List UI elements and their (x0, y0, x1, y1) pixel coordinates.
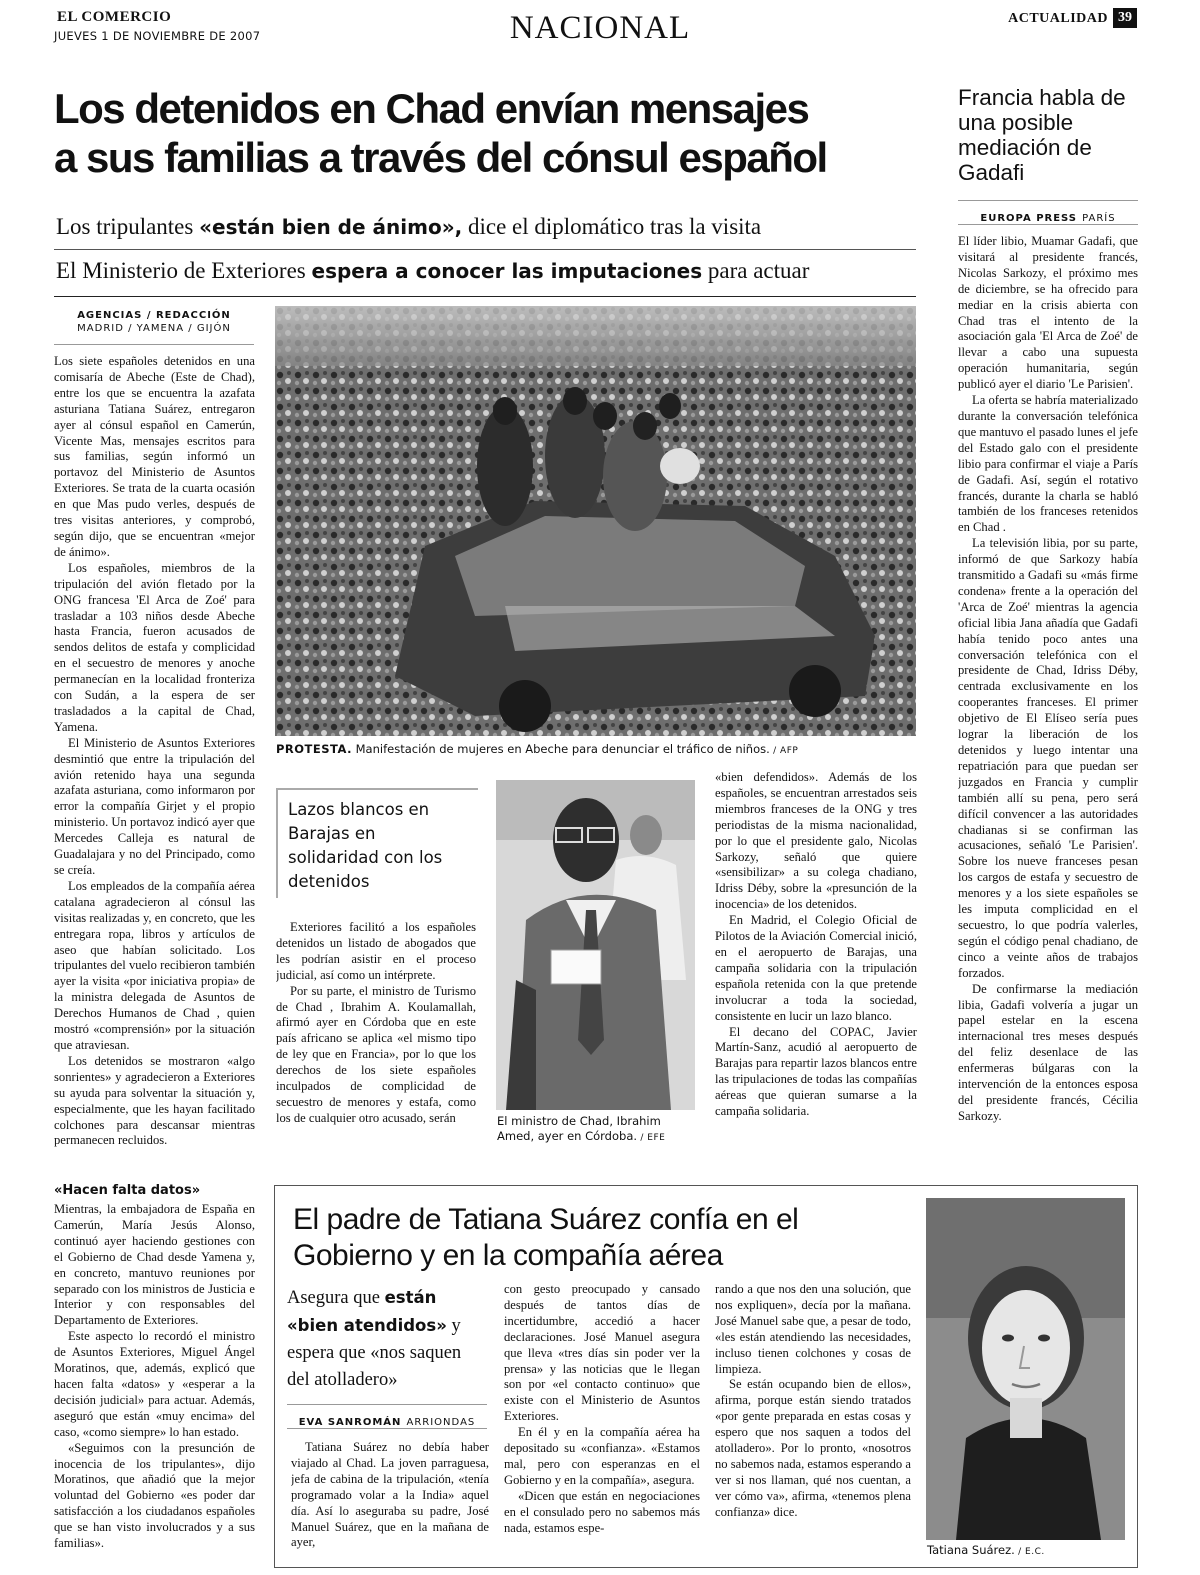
paragraph: Mientras, la embajadora de España en Camerún, María Jesús Alonso, continuó ayer haciendo gestiones con el Gobierno de Chad desde Yamena y, en concreto, mantuvo reuniones por separado con los ministros de Justicia e Interior y con responsables del Departamento de Exteriores. (54, 1202, 255, 1328)
paragraph: Por su parte, el ministro de Turismo de Chad , Ibrahim A. Koulamallah, afirmó ayer en Córdoba que en este país africano se aplica «el mismo tipo de ley que en Francia», por lo que los derechos de los siete españoles inculpados de complicidad de secuestro de menores y estafa, como los de cualquier otro acusado, serán (276, 983, 476, 1125)
deck-rule-bottom (54, 296, 916, 297)
paragraph: rando a que nos den una solución, que nos expliquen», decía por la mañana. José Manuel sabe que, a pesar de todo, «les están atendiendo las necesidades, incluso tienen colchones y cosas de limpieza. (715, 1282, 911, 1376)
photo-credit: / AFP (769, 746, 799, 756)
side-rule-top (958, 200, 1138, 201)
paragraph: Los empleados de la compañía aérea catalana agradecieron al cónsul las visitas realizadas y, en concreto, que les entregara ropa, libros y artículos de aseo que habían solicitado. Los tripulantes del vuelo recibieron también ayer la visita «por iniciativa propia» de la ministra delegada de Asuntos de Derechos Humanos de Chad , quien mostró «comprensión» por la situación que atraviesan. (54, 878, 255, 1052)
father-byline (287, 1410, 487, 1429)
byline-place: PARÍS (1082, 213, 1116, 224)
minister-photo (496, 780, 695, 1110)
protest-photo-image (275, 306, 916, 736)
paragraph: El líder libio, Muamar Gadafi, que visitará al presidente francés, Nicolas Sarkozy, el próximo mes de diciembre, se ha ofrecido para mediar en la crisis abierta con Chad tras el intento de la asociación gala 'El Arca de Zoé' de llevar a cabo una supuesta operación humanitaria, según publicó ayer el diario 'Le Parisien'. (958, 234, 1138, 392)
minister-photo-caption: El ministro de Chad, Ibrahim Amed, ayer en Córdoba. / EFE (497, 1114, 666, 1143)
paper-name: EL COMERCIO (57, 9, 172, 25)
father-byline-rule-bottom (287, 1428, 487, 1429)
page-number: 39 (1113, 8, 1137, 28)
side-column (958, 234, 1138, 1174)
issue-date: JUEVES 1 DE NOVIEMBRE DE 2007 (54, 29, 261, 43)
caption-label: PROTESTA. (276, 742, 352, 756)
paragraph: El decano del COPAC, Javier Martín-Sanz, acudió al aeropuerto de Barajas para repartir lazos blancos entre las tripulaciones de todas las compañías aéreas que quieran sumarse a la campaña solidaria. (715, 1024, 917, 1119)
paragraph: De confirmarse la mediación libia, Gadafi volvería a jugar un papel estelar en la escena internacional tres meses después del feliz desenlace de las enfermeras búlgaras con la intervención de la entonces esposa del presidente francés, Cécilia Sarkozy. (958, 981, 1138, 1123)
main-deck-2: El Ministerio de Exteriores espera a conocer las imputaciones para actuar (56, 258, 810, 283)
byline-name: AGENCIAS / REDACCIÓN (77, 310, 231, 321)
main-deck-1: Los tripulantes «están bien de ánimo», dice el diplomático tras la visita (56, 214, 762, 239)
paragraph: Exteriores facilitó a los españoles detenidos un listado de abogados que les podrían asistir en el proceso judicial, así como un intérprete. (276, 920, 476, 982)
tatiana-photo (926, 1198, 1125, 1540)
main-headline-line-1: Los detenidos en Chad envían mensajes (54, 85, 809, 132)
paragraph: Los siete españoles detenidos en una comisaría de Abeche (Este de Chad), entre los que se encuentra la azafata asturiana Tatiana Suárez, entregaron ayer al cónsul español en Camerún, Vicente Mas, mensajes escritos para sus familias, según informó un portavoz del Ministerio de Asuntos Exteriores. Se trata de la cuarta ocasión en que Mas pudo verles, después de tres visitas anteriores, y comprobó, según dijo, que se encuentran «mejor de ánimo». (54, 354, 255, 559)
father-byline-rule (287, 1404, 487, 1405)
masthead (0, 0, 1200, 50)
minister-photo-image (496, 780, 695, 1110)
lazos-box-title: Lazos blancos en Barajas en solidaridad con los detenidos (288, 800, 443, 891)
main-byline (54, 310, 254, 334)
father-column-1 (291, 1440, 489, 1566)
paragraph: En él y en la compañía aérea ha depositado su «confianza». «Estamos mal, pero con esperanzas en el Gobierno y en la compañía», asegura. (504, 1425, 700, 1487)
paragraph: El Ministerio de Asuntos Exteriores desmintió que entre la tripulación del avión retenido haya una segunda azafata asturiana, como informaron por error la compañía Girjet y el propio ministerio. Un portavoz indicó ayer que Mercedes Calleja es natural de Guadalajara y no del Principado, como se creía. (54, 735, 255, 877)
paragraph: La televisión libia, por su parte, informó de que Sarkozy había transmitido a Gadafi su «más firme condena» frente a la operación del 'Arca de Zoé' mientras la agencia oficial libia Jana añadía que Gadafi había tenido poco antes una conversación telefónica con el presidente de Chad, Idriss Déby, centrada exclusivamente en los cooperantes franceses. El primer objetivo de El Elíseo sería pues lograr la liberación de los detenidos y luego intentar una repatriación para que puedan ser juzgados en Francia y cumplir también allí su pena, pero será difícil convencer a las autoridades chadianas si se confirman las acusaciones, señaló 'Le Parisien'. Sobre los nueve franceses pesan los cargos de estafa y secuestro de menores y a los siete españoles se les imputa complicidad en el secuestro, lo que podría valerles, según el código penal chadiano, de cinco a veinte años de trabajos forzados. (958, 536, 1138, 980)
byline-name: EVA SANROMÁN (298, 1417, 402, 1428)
subhead-hacen-falta-datos: «Hacen falta datos» (54, 1183, 201, 1198)
paragraph: En Madrid, el Colegio Oficial de Pilotos de la Aviación Comercial inició, en el aeropuerto de Barajas, una campaña solidaria con la tripulación española retenida con la que pretende involucrar a toda la sociedad, consistente en lucir un lazo blanco. (715, 913, 917, 1023)
paragraph: Los españoles, miembros de la tripulación del avión fletado por la ONG francesa 'El Arca de Zoé' para trasladar a 103 niños desde Abeche hasta Francia, fueron acusados de sendos delitos de estafa y complicidad en el secuestro de menores y anoche permanecían en la localidad fronteriza con Sudán, a la espera de ser trasladados a la capital de Chad, Yamena. (54, 560, 255, 734)
section-title: NACIONAL (509, 10, 691, 46)
protest-photo-caption: PROTESTA. Manifestación de mujeres en Abeche para denunciar el tráfico de niños. / AFP (276, 742, 799, 756)
main-headline (54, 84, 934, 182)
byline-rule (54, 344, 254, 345)
byline-place: ARRIONDAS (406, 1417, 476, 1428)
side-byline (958, 206, 1138, 225)
byline-place: MADRID / YAMENA / GIJÓN (77, 323, 231, 334)
subsection-label: ACTUALIDAD (1008, 11, 1108, 26)
tatiana-photo-image (926, 1198, 1125, 1540)
paragraph: Se están ocupando bien de ellos», afirma, porque están siendo tratados «por gente preparada en estas cosas y espero que nos saquen a todos del atolladero». Por lo pronto, «nosotros no sabemos nada, estamos esperando a ver si nos llaman, qué nos cuentan, a ver cómo va», afirma, «tenemos plena confianza» dice. (715, 1377, 911, 1519)
paragraph: Los detenidos se mostraron «algo sonrientes» y agradecieron a Exteriores su ayuda para solventar la situación y, especialmente, que les hayan facilitado colchones para descansar mientras permanecen recluidos. (54, 1053, 255, 1148)
main-column-3 (715, 770, 917, 1178)
tatiana-photo-caption: Tatiana Suárez. / E.C. (927, 1543, 1045, 1557)
paragraph: con gesto preocupado y cansado después de tantos días de incertidumbre, accedió a hacer declaraciones. José Manuel asegura que lleva «tres días sin poder ver la prensa» y las noticias que le llegan son por «el contacto continuo» que existe con el Ministerio de Asuntos Exteriores. (504, 1282, 700, 1424)
paragraph: «bien defendidos». Además de los españoles, se encuentran arrestados seis miembros franceses de la ONG y tres periodistas de la misma nacionalidad, por lo que el presidente galo, Nicolas Sarkozy, señaló que quiere «sensibilizar» a su colega chadiano, Idriss Déby, sobre la «presunción de la inocencia» de los detenidos. (715, 770, 917, 912)
protest-photo (275, 306, 916, 736)
paragraph: «Dicen que están en negociaciones en el consulado pero no sabemos más nada, estamos espe- (504, 1488, 700, 1535)
photo-credit: / EFE (637, 1133, 666, 1143)
side-headline: Francia habla de una posible mediación de Gadafi (958, 85, 1126, 185)
father-column-2 (504, 1282, 700, 1566)
byline-name: EUROPA PRESS (980, 213, 1078, 224)
main-column-1b (54, 1202, 255, 1574)
paragraph: Tatiana Suárez no debía haber viajado al Chad. La joven parraguesa, jefa de cabina de la tripulación, «tenía programado volar a la India» aquel día. Así lo aseguraba su padre, José Manuel Suárez, que en la mañana de ayer, (291, 1440, 489, 1550)
main-column-2 (276, 920, 476, 1176)
father-deck: Asegura que están «bien atendidos» y espera que «nos saquen del atolladero» (287, 1288, 462, 1390)
father-story-box (274, 1185, 1138, 1568)
main-headline-line-2: a sus familias a través del cónsul español (54, 134, 827, 181)
father-headline: El padre de Tatiana Suárez confía en el Gobierno y en la compañía aérea (293, 1203, 799, 1272)
sidebar-lazos-box (276, 788, 478, 898)
paragraph: «Seguimos con la presunción de inocencia de los tripulantes», dijo Moratinos, que añadió que la mejor voluntad del Gobierno «es poder dar satisfacción a los ciudadanos españoles que se han visto involucrados y a sus familias». (54, 1440, 255, 1551)
paragraph: La oferta se habría materializado durante la conversación telefónica que mantuvo el pasado lunes el jefe del Estado galo con el presidente libio para confirmar el viaje a París de Gadafi. Así, según el rotativo francés, durante la charla se habló también de los franceses retenidos en Chad . (958, 393, 1138, 535)
main-column-1 (54, 354, 255, 1174)
photo-credit: / E.C. (1014, 1547, 1045, 1557)
deck-rule (54, 249, 916, 250)
side-rule-bottom (958, 224, 1138, 225)
paragraph: Este aspecto lo recordó el ministro de Asuntos Exteriores, Miguel Ángel Moratinos, que, además, explicó que hacen falta «datos» y «esperar a la decisión judicial» para actuar. Además, aseguró que están «muy encima» del caso, «como siempre» lo han estado. (54, 1329, 255, 1439)
father-column-3 (715, 1282, 911, 1566)
